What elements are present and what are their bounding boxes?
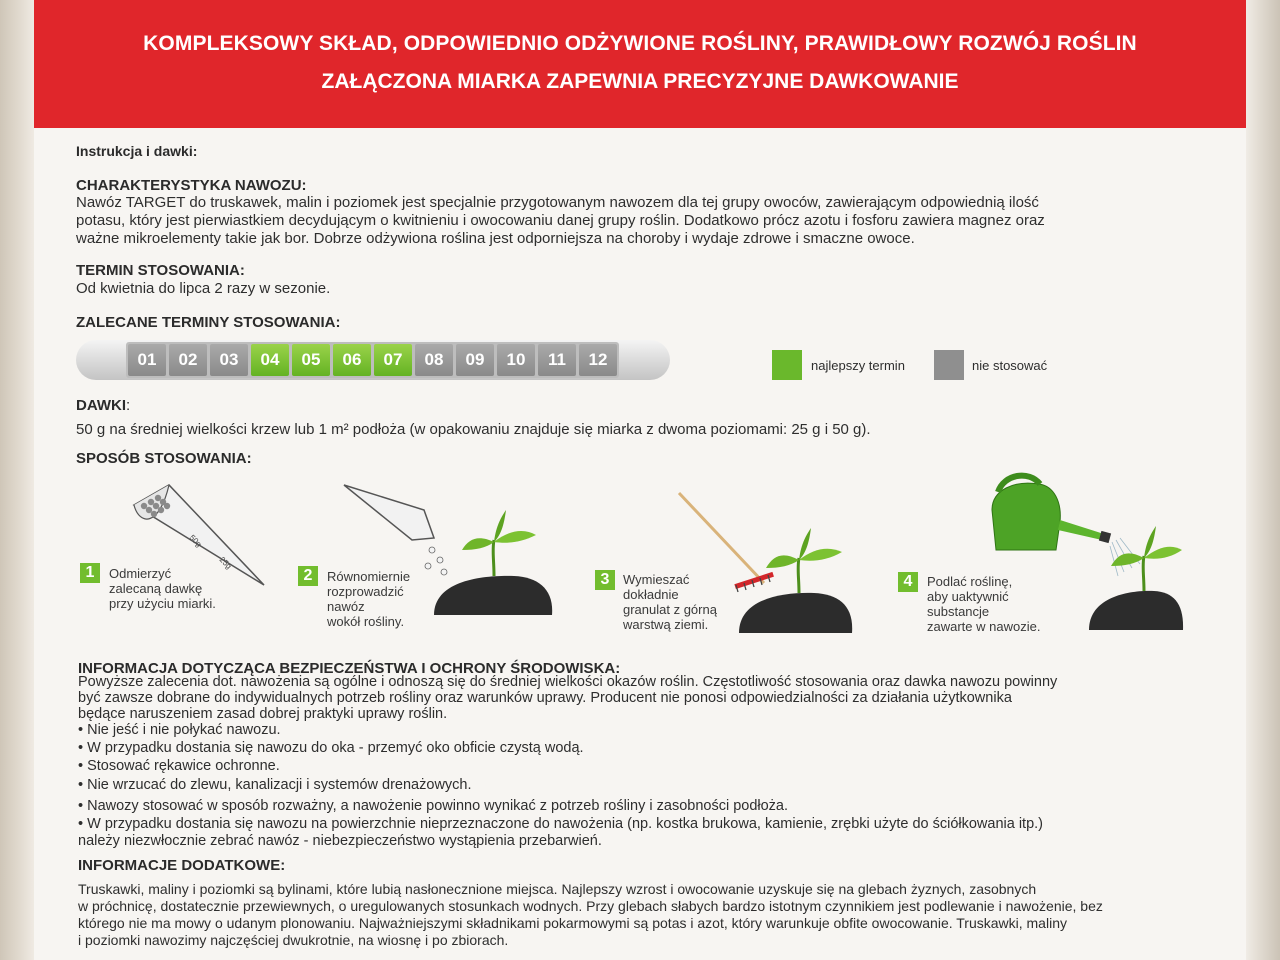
step-2-number: 2 xyxy=(298,566,318,586)
bezpieczenstwo-bullet-4: • Nie wrzucać do zlewu, kanalizacji i systemów drenażowych. xyxy=(78,777,472,793)
charakterystyka-line-1: Nawóz TARGET do truskawek, malin i poziomek jest specjalnie przygotowanym nawozem dla tej grupy owoców, zawierającym odpowiednią ilość xyxy=(76,194,1039,211)
charakterystyka-line-2: potasu, który jest pierwiastkiem decydującym o kwitnieniu i owocowaniu danej grupy roślin. Dodatkowo prócz azotu i fosforu zawiera magnez oraz xyxy=(76,212,1045,229)
scoop-label-50: 50g xyxy=(187,533,204,549)
bezpieczenstwo-bullet-6: • W przypadku dostania się nawozu na powierzchnie nieprzeznaczone do nawożenia (np. kostka brukowa, kamienie, zrębki użyte do ściółkowania itp.) xyxy=(78,816,1044,832)
step-3-number: 3 xyxy=(595,570,615,590)
dodatkowe-line-2: w próchnicę, dostatecznie przewiewnych, o uregulowanych stosunkach wodnych. Przy glebach słabych bardzo istotnym czynnikiem jest podlewanie i nawożenie, bez xyxy=(78,898,1103,914)
dodatkowe-line-4: i poziomki nawozimy najczęściej dwukrotnie, na wiosnę i po zbiorach. xyxy=(78,932,509,948)
step-4-number: 4 xyxy=(898,572,918,592)
box-right-edge xyxy=(1246,0,1280,960)
header-banner xyxy=(34,0,1246,128)
legend-no-swatch xyxy=(934,350,964,380)
scoop-label-25: 25g xyxy=(217,555,234,571)
charakterystyka-line-3: ważne mikroelementy takie jak bor. Dobrze odżywiona roślina jest odporniejsza na choroby i wydaje zdrowe i smaczne owoce. xyxy=(76,230,915,247)
banner-line-1: KOMPLEKSOWY SKŁAD, ODPOWIEDNIO ODŻYWIONE ROŚLINY, PRAWIDŁOWY ROZWÓJ ROŚLIN xyxy=(143,32,1137,55)
termin-heading: TERMIN STOSOWANIA: xyxy=(76,262,245,279)
dawki-text: 50 g na średniej wielkości krzew lub 1 m² podłoża (w opakowaniu znajduje się miarka z dwoma poziomami: 25 g i 50 g). xyxy=(76,421,871,438)
banner-line-2: ZAŁĄCZONA MIARKA ZAPEWNIA PRECYZYJNE DAWKOWANIE xyxy=(321,70,959,93)
month-07: 07 xyxy=(374,344,412,376)
charakterystyka-heading: CHARAKTERYSTYKA NAWOZU: xyxy=(76,177,307,194)
month-09: 09 xyxy=(456,344,494,376)
legend-best-label: najlepszy termin xyxy=(811,358,905,373)
month-01: 01 xyxy=(128,344,166,376)
dawki-heading: DAWKI: xyxy=(76,397,131,414)
bezpieczenstwo-heading: INFORMACJA DOTYCZĄCA BEZPIECZEŃSTWA I OCHRONY ŚRODOWISKA: xyxy=(78,660,621,677)
bezpieczenstwo-bullet-7: należy niezwłocznie zebrać nawóz - niebezpieczeństwo wystąpienia przebarwień. xyxy=(78,833,602,849)
step-3-text: Wymieszać dokładnie granulat z górną warstwą ziemi. xyxy=(623,572,717,632)
bezpieczenstwo-line-1: Powyższe zalecenia dot. nawożenia są ogólne i odnoszą się do średniej wielkości okazów roślin. Częstotliwość stosowania oraz dawka nawozu powinny xyxy=(78,674,1058,690)
bezpieczenstwo-bullet-3: • Stosować rękawice ochronne. xyxy=(78,758,280,774)
step-4-text: Podlać roślinę, aby uaktywnić substancje zawarte w nawozie. xyxy=(927,574,1041,634)
month-10: 10 xyxy=(497,344,535,376)
step-2-text: Równomiernie rozprowadzić nawóz wokół rośliny. xyxy=(327,569,411,629)
month-02: 02 xyxy=(169,344,207,376)
month-06: 06 xyxy=(333,344,371,376)
month-12: 12 xyxy=(579,344,617,376)
box-left-edge xyxy=(0,0,35,960)
bezpieczenstwo-bullet-5: • Nawozy stosować w sposób rozważny, a nawożenie powinno wynikać z potrzeb rośliny i zasobności podłoża. xyxy=(78,798,789,814)
month-04: 04 xyxy=(251,344,289,376)
dodatkowe-line-3: którego nie ma mowy o udanym plonowaniu. Najważniejszymi składnikami pokarmowymi są potas i azot, który warunkuje obfite owocowanie. Truskawki, maliny xyxy=(78,915,1067,931)
intro-heading: Instrukcja i dawki: xyxy=(76,143,198,159)
step-1-number: 1 xyxy=(80,563,100,583)
month-08: 08 xyxy=(415,344,453,376)
month-11: 11 xyxy=(538,344,576,376)
dodatkowe-heading: INFORMACJE DODATKOWE: xyxy=(78,857,286,874)
sposob-heading: SPOSÓB STOSOWANIA: xyxy=(76,450,252,467)
month-strip xyxy=(126,342,619,378)
bezpieczenstwo-line-3: będące naruszeniem zasad dobrej praktyki uprawy roślin. xyxy=(78,706,448,722)
month-03: 03 xyxy=(210,344,248,376)
month-05: 05 xyxy=(292,344,330,376)
bezpieczenstwo-bullet-2: • W przypadku dostania się nawozu do oka - przemyć oko obficie czystą wodą. xyxy=(78,740,584,756)
dodatkowe-line-1: Truskawki, maliny i poziomki są bylinami, które lubią nasłonecznione miejsca. Najlepszy wzrost i owocowanie uzyskuje się na glebach żyznych, zasobnych xyxy=(78,881,1037,897)
termin-text: Od kwietnia do lipca 2 razy w sezonie. xyxy=(76,280,331,297)
legend-best-swatch xyxy=(772,350,802,380)
bezpieczenstwo-line-2: być zawsze dobrane do indywidualnych potrzeb rośliny oraz warunków uprawy. Producent nie ponosi odpowiedzialności za działania użytkownika xyxy=(78,690,1012,706)
zalecane-heading: ZALECANE TERMINY STOSOWANIA: xyxy=(76,314,341,331)
bezpieczenstwo-bullet-1: • Nie jeść i nie połykać nawozu. xyxy=(78,722,281,738)
step-1-text: Odmierzyć zalecaną dawkę przy użyciu miarki. xyxy=(109,566,216,611)
legend-no-label: nie stosować xyxy=(972,358,1048,373)
package-panel xyxy=(34,0,1246,960)
